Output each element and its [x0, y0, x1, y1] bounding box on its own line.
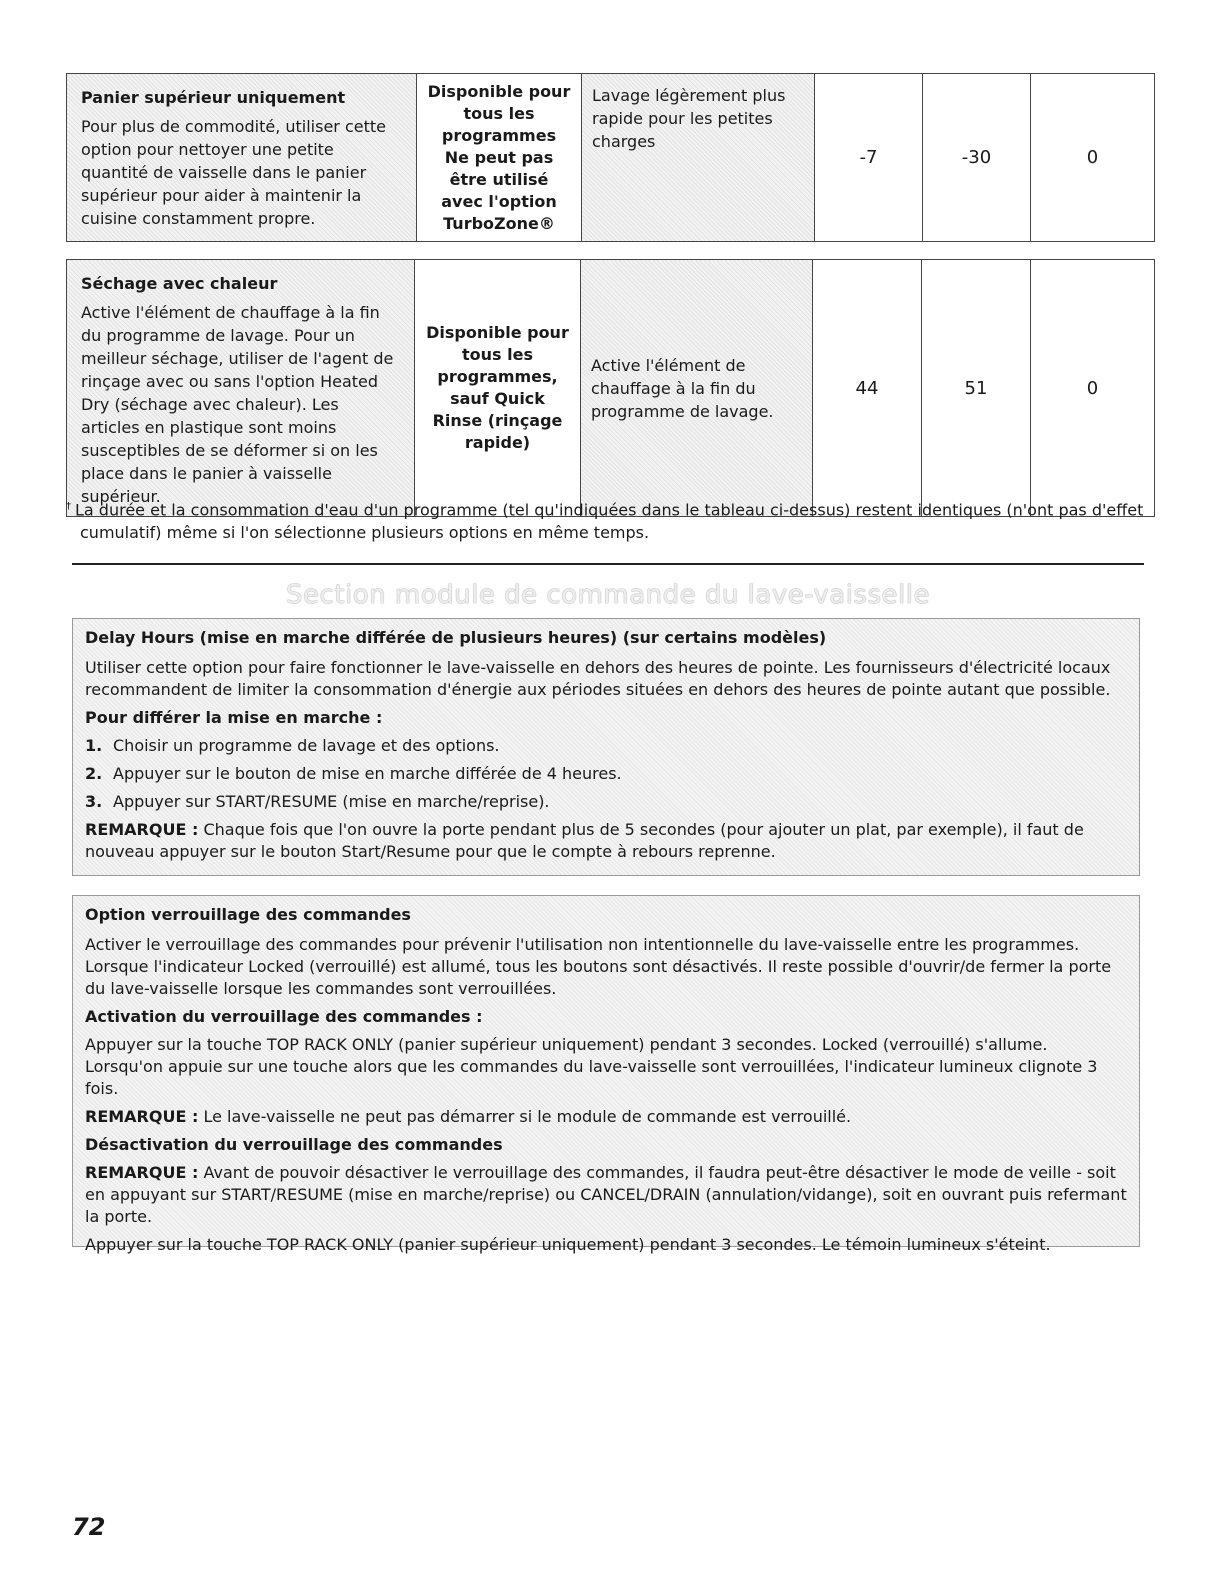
- availability-text: Disponible pour tous les programmes: [427, 81, 571, 145]
- deactivation-heading: Désactivation du verrouillage des commandes: [85, 1135, 503, 1154]
- list-item: [85, 791, 1129, 813]
- description-cell: Lavage légèrement plus rapide pour les petites charges: [582, 74, 815, 242]
- delay-hours-subheading: Pour différer la mise en marche :: [85, 708, 383, 727]
- note-text: Le lave-vaisselle ne peut pas démarrer si le module de commande est verrouillé.: [203, 1107, 852, 1126]
- list-item: [85, 763, 1129, 785]
- page-number: 72: [72, 1513, 106, 1541]
- options-table-heated-dry: [66, 259, 1155, 517]
- availability-cell: [417, 74, 582, 242]
- activation-note: [85, 1106, 1129, 1128]
- section-divider: [72, 563, 1144, 565]
- delay-hours-box: [72, 618, 1140, 876]
- availability-restriction: Ne peut pas être utilisé avec l'option TurboZone®: [441, 147, 557, 233]
- delay-hours-intro: Utiliser cette option pour faire fonctionner le lave-vaisselle en dehors des heures de pointe. Les fournisseurs d'électricité locaux recommandent de limiter la consommation d'énergie aux périodes situées en dehors des heures de pointe autant que possible.: [85, 658, 1111, 699]
- note-text: Avant de pouvoir désactiver le verrouillage des commandes, il faudra peut-être désactiver le mode de veille - soit en appuyant sur START/RESUME (mise en marche/reprise) ou CANCEL/DRAIN (annulation/vidange), soit en ouvrant puis refermant la porte.: [85, 1163, 1127, 1226]
- option-title: Panier supérieur uniquement: [81, 88, 346, 107]
- options-table-top-rack: [66, 73, 1155, 242]
- note-label: REMARQUE :: [85, 1163, 199, 1182]
- note-text: Chaque fois que l'on ouvre la porte pendant plus de 5 secondes (pour ajouter un plat, par exemple), il faut de nouveau appuyer sur le bouton Start/Resume pour que le compte à rebours reprenne.: [85, 820, 1084, 861]
- step-number: 2.: [85, 764, 103, 783]
- deactivation-note: [85, 1162, 1129, 1228]
- delay-hours-steps: [85, 735, 1129, 813]
- delay-hours-title: Delay Hours (mise en marche différée de plusieurs heures) (sur certains modèles): [85, 628, 827, 647]
- activation-heading: Activation du verrouillage des commandes :: [85, 1007, 483, 1026]
- step-number: 3.: [85, 792, 103, 811]
- value-cell-3: 0: [1031, 260, 1155, 517]
- step-text: Choisir un programme de lavage et des options.: [113, 736, 500, 755]
- delay-hours-note: [85, 819, 1129, 863]
- value-cell-1: -7: [815, 74, 923, 242]
- footnote-text: La durée et la consommation d'eau d'un programme (tel qu'indiquées dans le tableau ci-dessus) restent identiques (n'ont pas d'effet cumulatif) même si l'on sélectionne plusieurs options en même temps.: [75, 500, 1144, 543]
- availability-cell: Disponible pour tous les programmes, sauf Quick Rinse (rinçage rapide): [415, 260, 581, 517]
- note-label: REMARQUE :: [85, 820, 199, 839]
- control-lock-box: [72, 895, 1140, 1254]
- option-body: Active l'élément de chauffage à la fin du programme de lavage. Pour un meilleur séchage, utiliser de l'agent de rinçage avec ou sans l'option Heated Dry (séchage avec chaleur). Les articles en plastique sont moins susceptibles de se déformer si on les place dans le panier à vaisselle supérieur.: [81, 303, 394, 506]
- list-item: [85, 735, 1129, 757]
- option-name-cell: [67, 74, 417, 242]
- footnote-mark: †: [66, 501, 71, 512]
- section-heading: Section module de commande du lave-vaisselle: [286, 580, 930, 610]
- footnote: [66, 495, 1168, 544]
- step-text: Appuyer sur START/RESUME (mise en marche/reprise).: [113, 792, 550, 811]
- step-text: Appuyer sur le bouton de mise en marche différée de 4 heures.: [113, 764, 622, 783]
- step-number: 1.: [85, 736, 103, 755]
- note-label: REMARQUE :: [85, 1107, 199, 1126]
- deactivation-text: Appuyer sur la touche TOP RACK ONLY (panier supérieur uniquement) pendant 3 secondes. Le témoin lumineux s'éteint.: [85, 1235, 1051, 1254]
- table-row: [67, 260, 1155, 517]
- value-cell-3: 0: [1031, 74, 1155, 242]
- activation-text: Appuyer sur la touche TOP RACK ONLY (panier supérieur uniquement) pendant 3 secondes. Locked (verrouillé) s'allume. Lorsqu'on appuie sur une touche alors que les commandes du lave-vaisselle sont verrouillées, l'indicateur lumineux clignote 3 fois.: [85, 1035, 1098, 1098]
- option-body: Pour plus de commodité, utiliser cette option pour nettoyer une petite quantité de vaisselle dans le panier supérieur pour aider à maintenir la cuisine constamment propre.: [81, 117, 386, 228]
- value-cell-1: 44: [813, 260, 922, 517]
- table-row: [67, 74, 1155, 242]
- value-cell-2: 51: [922, 260, 1031, 517]
- option-name-cell: [67, 260, 415, 517]
- control-lock-intro: Activer le verrouillage des commandes pour prévenir l'utilisation non intentionnelle du lave-vaisselle entre les programmes. Lorsque l'indicateur Locked (verrouillé) est allumé, tous les boutons sont désactivés. Il reste possible d'ouvrir/de fermer la porte du lave-vaisselle lorsque les commandes sont verrouillées.: [85, 935, 1112, 998]
- description-cell: Active l'élément de chauffage à la fin du programme de lavage.: [581, 260, 813, 517]
- value-cell-2: -30: [923, 74, 1031, 242]
- option-title: Séchage avec chaleur: [81, 274, 278, 293]
- control-lock-title: Option verrouillage des commandes: [85, 905, 411, 924]
